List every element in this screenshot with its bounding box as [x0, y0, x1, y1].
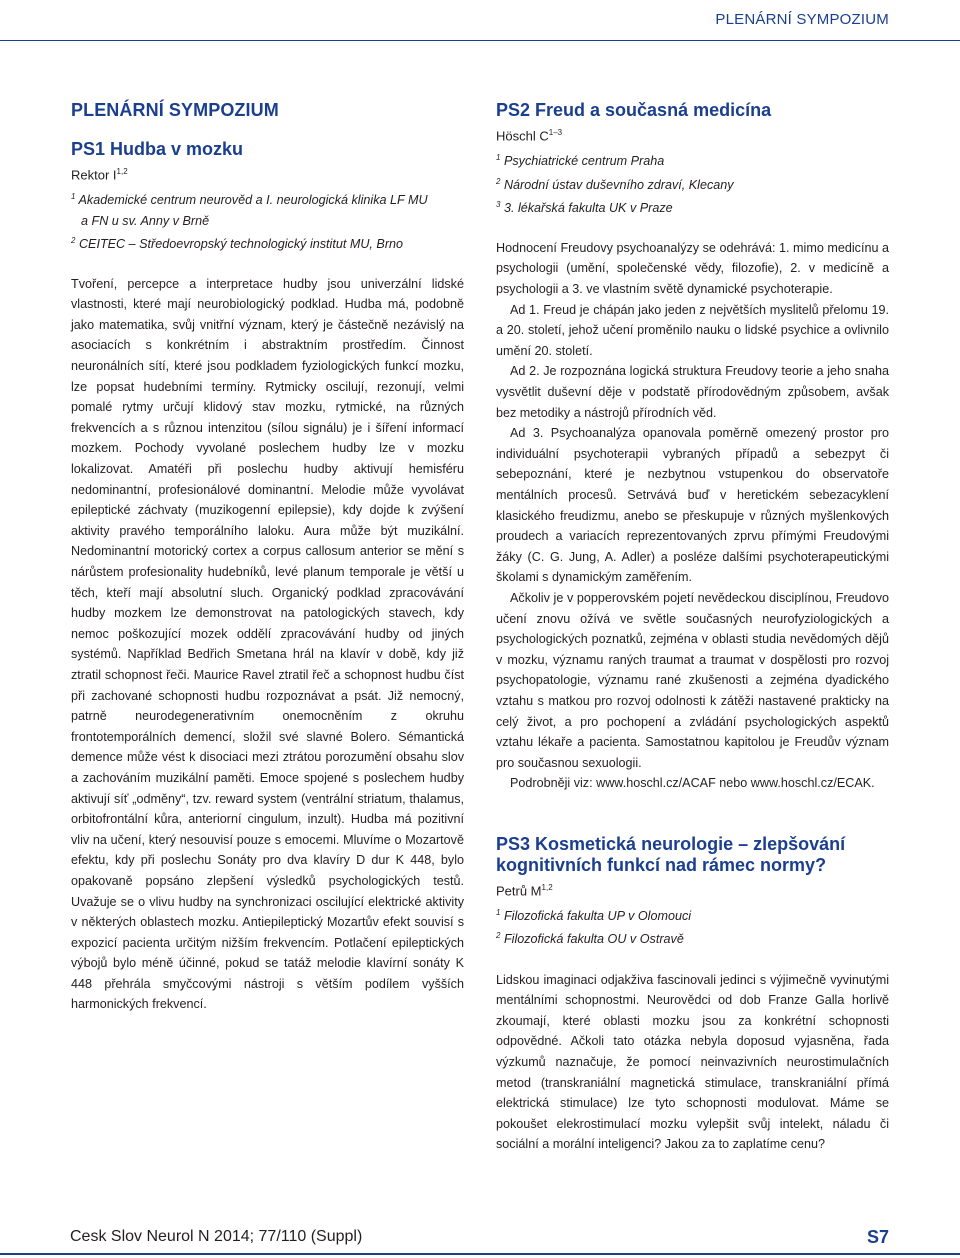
section-title: PLENÁRNÍ SYMPOZIUM — [71, 100, 279, 120]
ps2-author: Höschl $C^{1-3}$ — [496, 128, 563, 144]
ps3-author: Petrů M$^{1,2}$ — [496, 882, 553, 899]
ps3-affiliation-1: $^1$ Filozofická fakulta UP v Olomouci — [496, 908, 692, 924]
ps3-body: Lidskou imaginaci odjakživa fascinovali jedinci s výjimečně vyvinutými mentálními schopnostmi. Neurovědci od dob Franze Galla horlivě zkoumají, které oblasti mozku jsou za konkrétní schopnosti odpovědné. Ačkoli tato otázka nebyla doposud vyjasněna, řada výzkumů naznačuje, že pomocí neinvazivních neurostimulačních metod (transkraniální magnetická stimulace, transkraniální přímá elektrická stimulace) lze tyto schopnosti modulovat. Máme se pokoušet elekrostimulací mozku vylepšit svůj intelekt, náladu či sociální a morální inteligenci? Jakou za to zaplatíme cenu? — [496, 972, 889, 1152]
ps2-paragraph-6: Podrobněji viz: www.hoschl.cz/ACAF nebo www.hoschl.cz/ECAK. — [510, 776, 875, 791]
running-header: PLENÁRNÍ SYMPOZIUM — [715, 11, 889, 28]
footer-rule — [0, 1253, 960, 1255]
ps1-affiliation-1: $^1$ Akademické centrum neurověd a I. neurologická klinika LF MU — [71, 192, 428, 208]
ps2-paragraph-2: Ad 1. Freud je chápán jako jeden z největších myslitelů přelomu 19. a 20. století, jehož učení proměnilo nauku o lidské psychice a ovlivnilo umění 20. století. — [496, 302, 889, 358]
ps2-affiliation-1: $^1$ Psychiatrické centrum Praha — [496, 153, 665, 169]
ps2-affiliation-3: $^3$ 3. lékařská fakulta UK v Praze — [496, 199, 673, 215]
ps2-affiliation-2: $^2$ Národní ústav duševního zdraví, Klecany — [496, 176, 734, 192]
ps2-paragraph-1: Hodnocení Freudovy psychoanalýzy se odehrává: 1. mimo medicínu a psychologii (umění, společenské vědy, filozofie), 2. v medicíně a psychologii a 3. ve vlastním světě dynamické psychoterapie. — [496, 240, 889, 297]
ps2-paragraph-4: Ad 3. Psychoanalýza opanovala poměrně omezený prostor pro individuální psychoterapii vybraných případů a sebezpyt či sebepoznání, které je nezbytnou vstupenkou do observatoře mentálních procesů. Setrvává buď v heretickém sebezacyklení klasického freudizmu, anebo se přeskupuje v různých myšlenkových proudech a variacích reprezentovaných zprvu přímými Freudovými žáky (C. G. Jung, A. Adler) a posléze dalšími psychoterapeutickými školami s dynamickým zaměřením. — [496, 426, 889, 585]
ps2-paragraph-5: Ačkoliv je v popperovském pojetí nevědeckou disciplínou, Freudovo učení znovu ožívá ve světle současných neurofyziologických a psychologických poznatků, zejména v oblasti studia nevědomých dějů v mozku, významu raných traumat a traumat v dospělosti pro rozvoj psychopatologie, významu rané zkušenosti a zejména dyadického vztahu s matkou pro rozvoj odolnosti k zátěži nastavené prakticky na celý život, a pro pochopení a zvládání psychologických aspektů vztahu lékaře a pacienta. Samostatnou kapitolou je Freudův význam pro současnou sexuologii. — [496, 590, 889, 770]
ps3-title-line-2: kognitivních funkcí nad rámec normy? — [496, 854, 827, 875]
footer-page-number: S7 — [867, 1227, 890, 1247]
ps1-affiliation-1-cont: a FN u sv. Anny v Brně — [81, 213, 210, 228]
ps1-author: Rektor I$^{1,2}$ — [71, 167, 128, 183]
ps1-body: Tvoření, percepce a interpretace hudby jsou univerzální lidské vlastnosti, které mají neurobiologický podklad. Hudba má, podobně jako matematika, svůj vnitřní význam, který je částečně nezávislý na asociacích s konkrétním i abstraktním prostředím. Činnost neuronálních sítí, které jsou podkladem fyziologických funkcí mozku, lze popsat hudebními termíny. Rytmicky oscilují, rezonují, velmi pomalé rytmy určují klidový stav mozku, rytmické, na různých frekvencích a s různou intenzitou (sílou signálu) je i šíření informací mozkem. Pochody vyvolané poslechem hudby lze v mozku lokalizovat. Amatéři při poslechu hudby aktivují hemisféru nedominantní, profesionálové dominantní. Melodie může vyvolávat epileptické záchvaty (muzikogenní epilepsie), kdy dojde k zvýšení aktivity pravého temporálního laloku. Aura může být muzikální. Nedominantní motorický cortex a corpus callosum anterior se mění s nárůstem profesionality hudebníků, levé planum temporale je větší u těch, kteří mají absolutní sluch. Organický podklad zpracovávání hudby mozkem lze demonstrovat na patologických stavech, kdy nemoc poškozující mozek oddělí zpracovávání hudby od jiných systémů. Například Bedřich Smetana hrál na klavír v době, kdy již ztratil schopnost řeči. Maurice Ravel ztratil řeč a schopnost hudbu číst při zachované schopnosti hudbu rozpoznávat a psát. Již nemocný, patrně neurodegenerativním onemocněním z okruhu frontotemporálních demencí, složil své slavné Bolero. Sémantická demence může vést k disociaci mezi ztrátou porozumění obsahu slov a zachováním muzikální paměti. Emoce spojené s poslechem hudby aktivují síť „odměny“, tzv. reward system (ventrální striatum, thalamus, orbitofrontální kůra, anteriorní cingulum, inzult). Hudba má pozitivní vliv na učení, který nesouvisí pouze s emocemi. Mluvíme o Mozartově efektu, kdy při poslechu Sonáty pro dva klavíry D dur K 448, bylo opakovaně popsáno zlepšení výsledků psychologických testů. Uvažuje se o vlivu hudby na synchronizaci oscilující elektrické aktivity v některých oblastech mozku. Antiepileptický Mozartův efekt souvisí s expozicí pacienta určitým nižším frekvencím. Potlačení epileptických výbojů bylo méně účinné, pokud se tatáž melodie klavírní sonáty K 448 přehrála smyčcovými nástroji s větším podílem vyšších harmonických frekvencí. — [71, 276, 464, 1012]
ps2-paragraph-3: Ad 2. Je rozpoznána logická struktura Freudovy teorie a jeho snaha vysvětlit duševní děje v podstatě přírodovědným způsobem, avšak bez metodiky a nástrojů přírodních věd. — [496, 364, 889, 420]
right-column — [496, 100, 889, 1155]
ps1-title: PS1 Hudba v mozku — [71, 139, 244, 159]
ps3-affiliation-2: $^2$ Filozofická fakulta OU v Ostravě — [496, 931, 684, 947]
ps1-affiliation-2: $^2$ CEITEC – Středoevropský technologický institut MU, Brno — [71, 235, 404, 251]
ps2-title: PS2 Freud a současná medicína — [496, 100, 772, 120]
header-rule — [0, 40, 960, 41]
ps3-title-line-1: PS3 Kosmetická neurologie – zlepšování — [496, 833, 846, 854]
footer-journal-citation: Cesk Slov Neurol N 2014; 77/110 (Suppl) — [70, 1228, 363, 1245]
left-column — [71, 100, 464, 1015]
